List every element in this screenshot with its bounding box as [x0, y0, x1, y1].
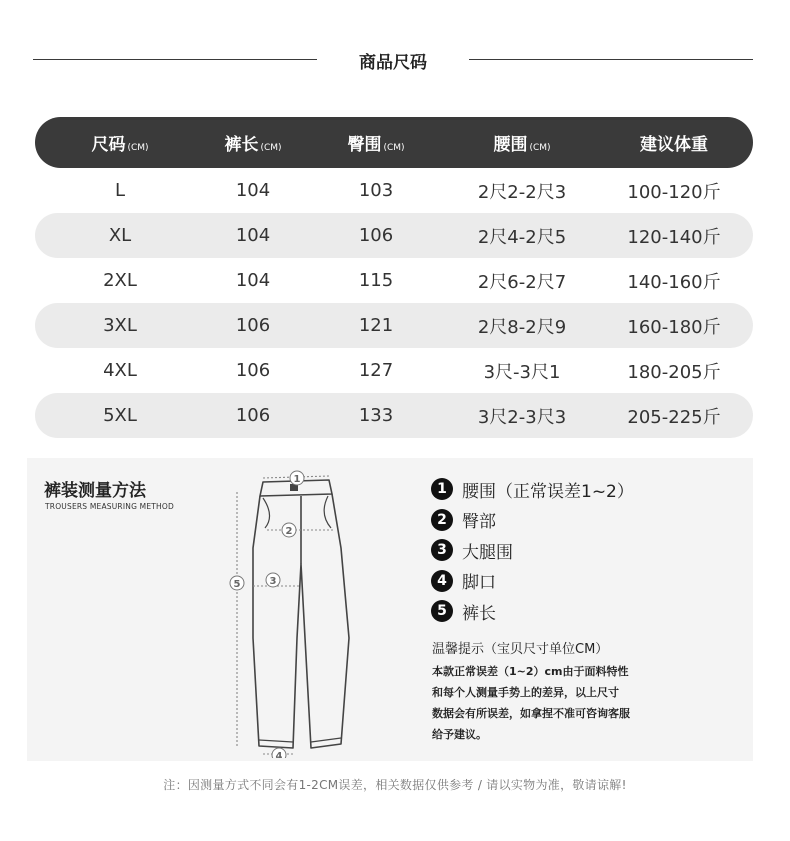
table-row: [35, 258, 753, 303]
table-row: [35, 348, 753, 393]
cell-weight: 205-225斤: [627, 406, 721, 428]
cell-size: 4XL: [103, 360, 137, 381]
cell-length: 106: [235, 405, 271, 426]
cell-waist: 3尺-3尺1: [483, 361, 561, 383]
cell-length: 106: [235, 360, 271, 381]
header-waist: 腰围 (CM): [493, 135, 551, 155]
cell-size: L: [114, 180, 126, 201]
number-2-icon: 2: [431, 509, 453, 531]
tips-title: 温馨提示（宝贝尺寸单位CM）: [432, 642, 609, 657]
tips-line: 给予建议。: [432, 728, 487, 741]
cell-size: XL: [108, 225, 132, 246]
measurement-legend: [431, 474, 634, 627]
table-row: [35, 213, 753, 258]
cell-hip: 103: [358, 180, 394, 201]
cell-waist: 3尺2-3尺3: [477, 406, 567, 428]
cell-hip: 106: [358, 225, 394, 246]
table-row: [35, 303, 753, 348]
legend-label: 脚口: [462, 573, 496, 594]
tips-line: 和每个人测量手势上的差异，以上尺寸: [432, 686, 619, 699]
marker-2: 2: [285, 526, 293, 537]
legend-label: 裤长: [462, 603, 496, 624]
cell-length: 104: [235, 180, 271, 201]
cell-hip: 121: [358, 315, 394, 336]
legend-label: 腰围（正常误差1~2）: [462, 481, 634, 502]
header-length: 裤长 (CM): [224, 135, 282, 155]
cell-weight: 140-160斤: [627, 271, 721, 293]
cell-weight: 180-205斤: [627, 361, 721, 383]
legend-item-hip: [431, 505, 634, 536]
disclaimer-footnote: 注：因测量方式不同会有1-2CM误差，相关数据仅供参考 / 请以实物为准，敬请谅解!: [163, 778, 627, 792]
cell-waist: 2尺8-2尺9: [477, 316, 567, 338]
cell-size: 3XL: [103, 315, 137, 336]
tips-line: 本款正常误差（1~2）cm由于面料特性: [432, 665, 629, 678]
table-header: [35, 117, 753, 168]
page-title: 商品尺码: [359, 53, 427, 73]
section-header: [33, 44, 753, 76]
trousers-diagram: [223, 468, 373, 758]
legend-label: 大腿围: [462, 542, 513, 563]
legend-item-hem: [431, 566, 634, 597]
cell-weight: 120-140斤: [627, 226, 721, 248]
legend-label: 臀部: [462, 512, 496, 533]
legend-item-waist: [431, 474, 634, 505]
measuring-subtitle: TROUSERS MEASURING METHOD: [45, 502, 174, 511]
measuring-method-panel: [27, 458, 753, 761]
cell-hip: 115: [358, 270, 394, 291]
tips-line: 数据会有所误差，如拿捏不准可咨询客服: [432, 707, 630, 720]
tips-block: [432, 638, 732, 745]
number-5-icon: 5: [431, 600, 453, 622]
size-table: [35, 117, 753, 438]
measuring-title: 裤装测量方法: [44, 481, 146, 501]
marker-5: 5: [233, 579, 241, 590]
cell-waist: 2尺2-2尺3: [477, 181, 567, 203]
cell-length: 106: [235, 315, 271, 336]
cell-weight: 160-180斤: [627, 316, 721, 338]
cell-length: 104: [235, 270, 271, 291]
header-hip: 臀围 (CM): [347, 135, 405, 155]
number-4-icon: 4: [431, 570, 453, 592]
marker-3: 3: [269, 576, 277, 587]
marker-4: 4: [275, 751, 283, 758]
cell-waist: 2尺6-2尺7: [477, 271, 567, 293]
number-1-icon: 1: [431, 478, 453, 500]
cell-waist: 2尺4-2尺5: [477, 226, 567, 248]
table-row: [35, 168, 753, 213]
cell-size: 5XL: [103, 405, 137, 426]
header-weight: 建议体重: [640, 135, 708, 155]
number-3-icon: 3: [431, 539, 453, 561]
header-size: 尺码 (CM): [91, 135, 149, 155]
header-divider-right: [469, 59, 753, 60]
marker-1: 1: [293, 474, 301, 485]
cell-hip: 133: [358, 405, 394, 426]
cell-weight: 100-120斤: [627, 181, 721, 203]
legend-item-length: [431, 596, 634, 627]
cell-size: 2XL: [103, 270, 137, 291]
cell-hip: 127: [358, 360, 394, 381]
legend-item-thigh: [431, 535, 634, 566]
table-row: [35, 393, 753, 438]
cell-length: 104: [235, 225, 271, 246]
